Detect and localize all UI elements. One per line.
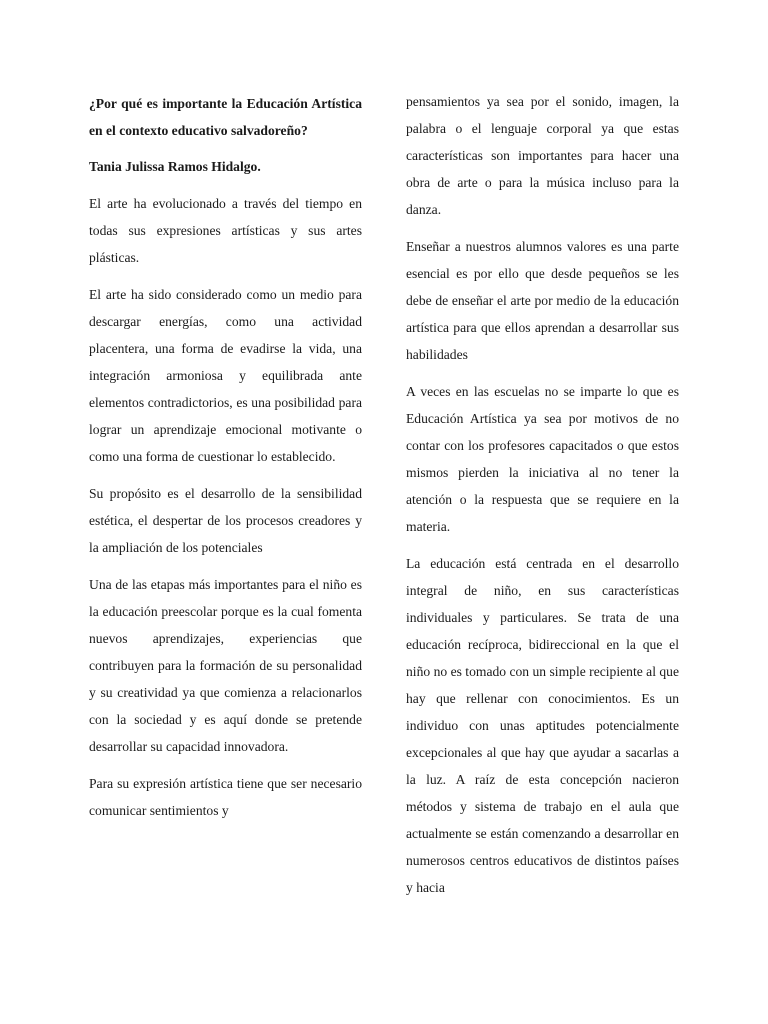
document-title: ¿Por qué es importante la Educación Artística en el contexto educativo salvadoreño? — [89, 96, 362, 138]
left-column — [89, 90, 362, 834]
paragraph: A veces en las escuelas no se imparte lo que es Educación Artística ya sea por motivos de no contar con los profesores capacitados o que estos mismos pierden la iniciativa al no tener la atención o la respuesta que se requiere en la materia. — [406, 384, 679, 534]
paragraph: El arte ha sido considerado como un medio para descargar energías, como una actividad placentera, una forma de evadirse la vida, una integración armoniosa y equilibrada ante elementos contradictorios, es una posibilidad para lograr un aprendizaje emocional motivante o como una forma de cuestionar lo establecido. — [89, 287, 362, 464]
paragraph: Una de las etapas más importantes para el niño es la educación preescolar porque es la cual fomenta nuevos aprendizajes, experiencias que contribuyen para la formación de su personalidad y su creatividad ya que comienza a relacionarlos con la sociedad y es aquí donde se pretende desarrollar su capacidad innovadora. — [89, 577, 362, 754]
paragraph-continued: La educación está centrada en el desarrollo integral de niño, en sus características individuales y particulares. Se trata de una educación recíproca, bidireccional en la que el niño no es tomado con un simple recipiente al que hay que rellenar con conocimientos. Es un individuo con unas aptitudes potencialmente excepcionales al que hay que ayudar a sacarlas a la luz. A raíz de esta concepción nacieron métodos y sistema de trabajo en el aula que actualmente se están comenzando a desarrollar en numerosos centros educativos de distintos países y hacia — [406, 556, 679, 895]
right-column — [406, 88, 679, 911]
paragraph: Enseñar a nuestros alumnos valores es una parte esencial es por ello que desde pequeños se les debe de enseñar el arte por medio de la educación artística para que ellos aprendan a desarrollar sus habilidades — [406, 239, 679, 362]
paragraph-continued: Para su expresión artística tiene que ser necesario comunicar sentimientos y — [89, 776, 362, 818]
paragraph: Su propósito es el desarrollo de la sensibilidad estética, el despertar de los procesos creadores y la ampliación de los potenciales — [89, 486, 362, 555]
paragraph: El arte ha evolucionado a través del tiempo en todas sus expresiones artísticas y sus artes plásticas. — [89, 196, 362, 265]
author-name: Tania Julissa Ramos Hidalgo. — [89, 159, 261, 174]
paragraph-continuation: pensamientos ya sea por el sonido, imagen, la palabra o el lenguaje corporal ya que estas características son importantes para hacer una obra de arte o para la música incluso para la danza. — [406, 94, 679, 217]
